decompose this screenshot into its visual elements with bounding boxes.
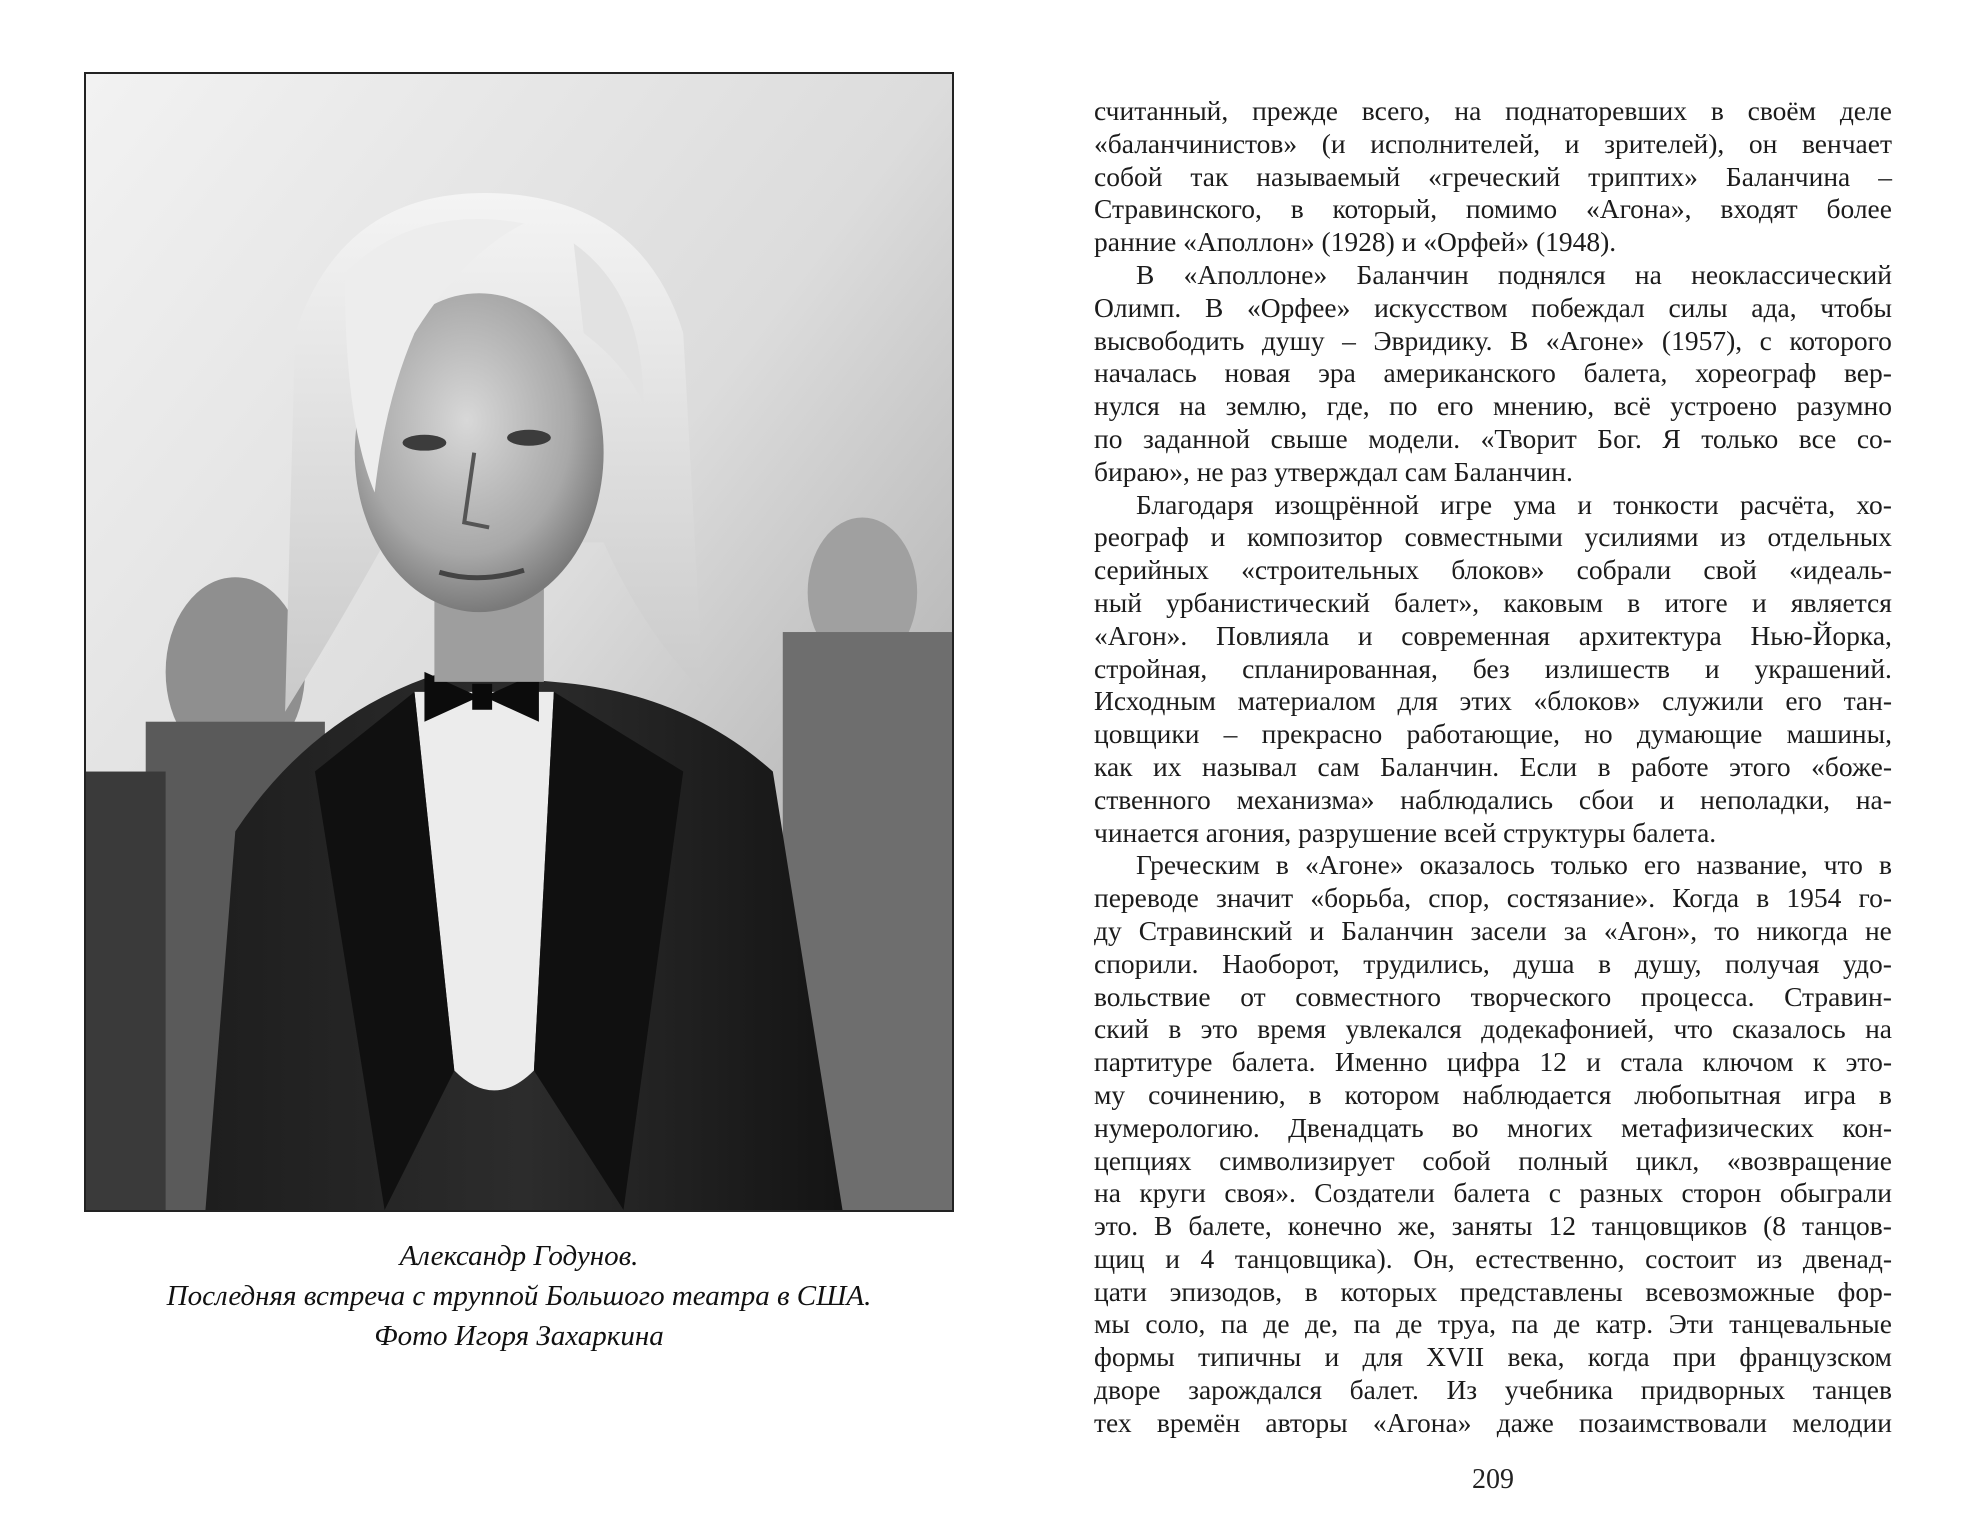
text-line: ранние «Аполлон» (1928) и «Орфей» (1948). [1094,226,1617,258]
body-text [1094,95,1892,1440]
text-line: «Агон». Повлияла и современная архитектура Нью-Йорка, [1094,619,1892,651]
text-line: формы типичны и для XVII века, когда при французском [1094,1341,1892,1373]
text-line: это. В балете, конечно же, заняты 12 танцовщиков (8 танцов- [1094,1210,1892,1242]
text-line: дворе зарождался балет. Из учебника придворных танцев [1094,1374,1892,1406]
text-line: ный урбанистический балет», каковым в итоге и является [1094,586,1892,618]
text-line: собой так называемый «греческий триптих» Баланчина – [1094,160,1892,192]
text-line: реограф и композитор совместными усилиями из отдельных [1094,521,1892,553]
caption-name: Александр Годунов. [399,1240,639,1272]
caption-credit: Фото Игоря Захаркина [374,1320,664,1352]
paragraph [1094,489,1892,850]
text-line: спорили. Наоборот, трудились, душа в душу, получая удо- [1094,947,1892,979]
paragraph [1094,259,1892,489]
caption-description: Последняя встреча с труппой Большого театра в США. [166,1280,872,1312]
text-line: цати эпизодов, в которых представлены всевозможные фор- [1094,1275,1892,1307]
text-line: началась новая эра американского балета, хореограф вер- [1094,357,1892,389]
paragraph [1094,95,1892,259]
text-line: цепциях символизирует собой полный цикл, «возвращение [1094,1144,1892,1176]
text-line: Исходным материалом для этих «блоков» служили его тан- [1094,685,1892,717]
photo-caption [84,1236,954,1356]
portrait-photo [84,72,954,1212]
text-line: ду Стравинский и Баланчин засели за «Агон», то никогда не [1094,914,1892,946]
text-line: нумерологию. Двенадцать во многих метафизических кон- [1094,1111,1892,1143]
text-line: по заданной свыше модели. «Творит Бог. Я только все со- [1094,422,1892,454]
text-line: нулся на землю, где, по его мнению, всё устроено разумно [1094,390,1892,422]
text-line: бираю», не раз утверждал сам Баланчин. [1094,455,1573,487]
text-line: Стравинского, в который, помимо «Агона», входят более [1094,193,1892,225]
text-line: как их называл сам Баланчин. Если в работе этого «боже- [1094,750,1892,782]
text-line: цовщики – прекрасно работающие, но думающие машины, [1094,718,1892,750]
text-line: высвободить душу – Эвридику. В «Агоне» (1957), с которого [1094,324,1892,356]
text-line: ственного механизма» наблюдались сбои и неполадки, на- [1094,783,1892,815]
text-line: мы соло, па де де, па де труа, па де катр. Эти танцевальные [1094,1308,1892,1340]
text-line: Благодаря изощрённой игре ума и тонкости расчёта, хо- [1136,488,1892,520]
text-line: Олимп. В «Орфее» искусством побеждал силы ада, чтобы [1094,291,1892,323]
text-line: стройная, спланированная, без излишеств и украшений. [1094,652,1892,684]
text-line: В «Аполлоне» Баланчин поднялся на неоклассический [1136,258,1892,290]
portrait-photo-image [86,74,952,1210]
text-line: му сочинению, в котором наблюдается любопытная игра в [1094,1078,1892,1110]
text-line: вольствие от совместного творческого процесса. Стравин- [1094,980,1892,1012]
text-line: чинается агония, разрушение всей структуры балета. [1094,816,1717,848]
text-line: серийных «строительных блоков» собрали свой «идеаль- [1094,554,1892,586]
text-line: «баланчинистов» (и исполнителей, и зрителей), он венчает [1094,127,1892,159]
paragraph [1094,849,1892,1439]
text-line: считанный, прежде всего, на поднаторевших в своём деле [1094,95,1892,126]
text-line: партитуре балета. Именно цифра 12 и стала ключом к это- [1094,1046,1892,1078]
text-line: Греческим в «Агоне» оказалось только его название, что в [1136,849,1892,881]
text-line: на круги своя». Создатели балета с разных сторон обыграли [1094,1177,1892,1209]
text-line: ский в это время увлекался додекафонией, что сказалось на [1094,1013,1892,1045]
page-number: 209 [1472,1464,1514,1495]
text-line: щиц и 4 танцовщика). Он, естественно, состоит из двенад- [1094,1242,1892,1274]
text-line: тех времён авторы «Агона» даже позаимствовали мелодии [1094,1406,1892,1438]
text-line: переводе значит «борьба, спор, состязание». Когда в 1954 го- [1094,882,1892,914]
